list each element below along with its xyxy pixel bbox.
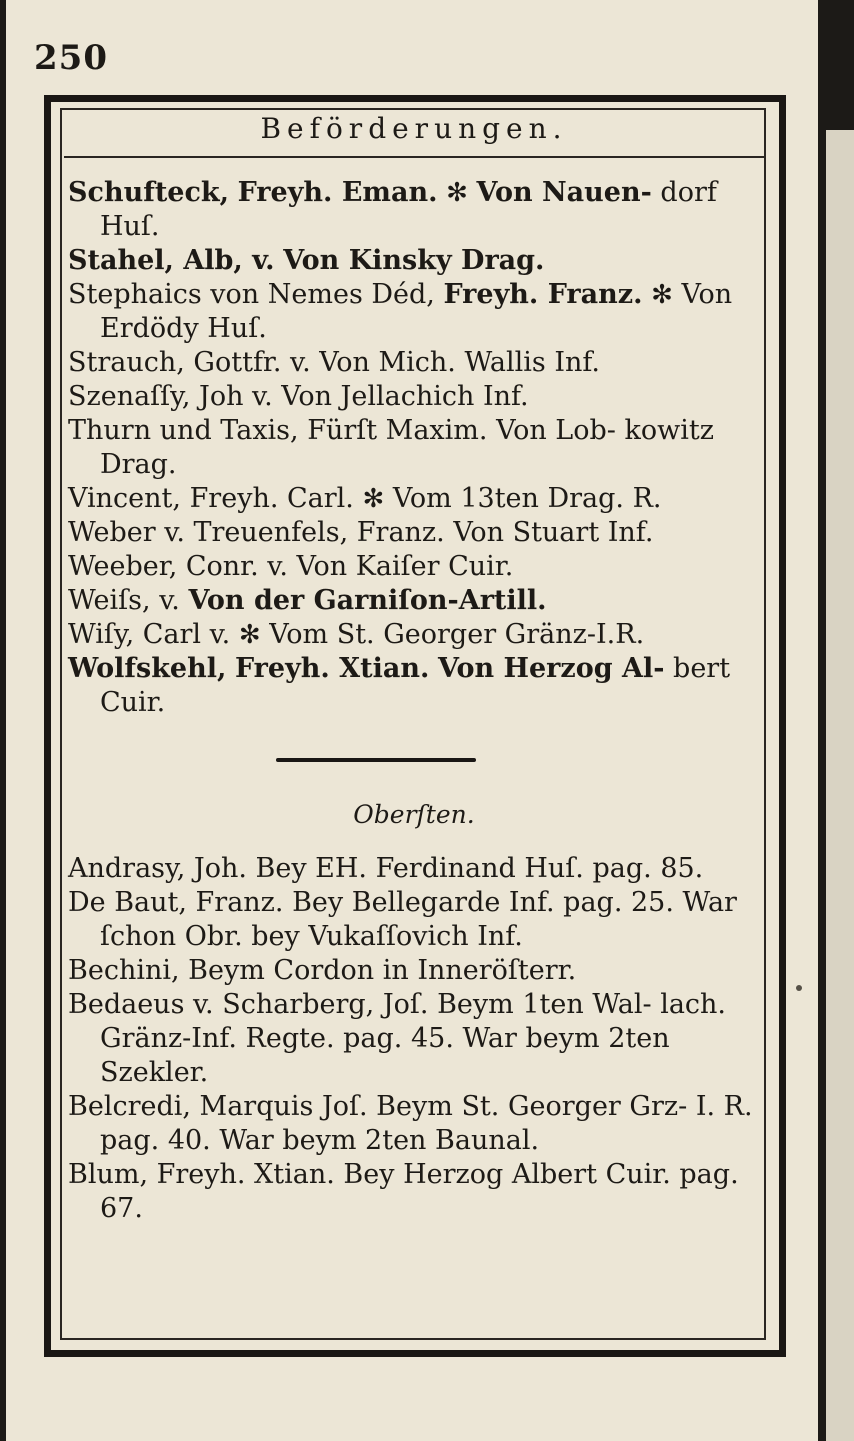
section-divider [276, 758, 476, 762]
list-item: Weber v. Treuenfels, Franz. Von Stuart Inf. [68, 517, 654, 548]
list-item: Thurn und Taxis, Fürſt Maxim. Von Lob- kowitz Drag. [68, 415, 714, 480]
list-item: Andrasy, Joh. Bey EH. Ferdinand Huſ. pag. 85. [68, 853, 704, 884]
list-item: Weeber, Conr. v. Von Kaiſer Cuir. [68, 551, 514, 582]
list-item: Blum, Freyh. Xtian. Bey Herzog Albert Cuir. pag. 67. [68, 1159, 739, 1224]
list-item: Stephaics von Nemes Déd, Freyh. Franz. ✻ Von Erdödy Huſ. [68, 279, 733, 344]
list-item: Szenaſſy, Joh v. Von Jellachich Inf. [68, 381, 529, 412]
subsection-heading: Oberſten. [353, 800, 475, 829]
paper-speck [796, 985, 802, 991]
list-item: Vincent, Freyh. Carl. ✻ Vom 13ten Drag. R. [68, 483, 662, 514]
list-item: Weiſs, v. Von der Garniſon-Artill. [68, 585, 547, 616]
list-item: Belcredi, Marquis Joſ. Beym St. Georger Grz- I. R. pag. 40. War beym 2ten Baunal. [68, 1091, 753, 1156]
promotions-list [68, 176, 762, 720]
star-icon: ✻ [362, 484, 385, 514]
list-item: De Baut, Franz. Bey Bellegarde Inf. pag. 25. War ſchon Obr. bey Vukaſſovich Inf. [68, 887, 737, 952]
page-number: 250 [34, 38, 108, 78]
star-icon: ✻ [238, 620, 261, 650]
list-item: Wolfskehl, Freyh. Xtian. Von Herzog Al- bert Cuir. [68, 653, 731, 718]
section-heading: Beförderungen. [260, 112, 568, 145]
list-item: Stahel, Alb, v. Von Kinsky Drag. [68, 245, 545, 276]
list-item: Wiſy, Carl v. ✻ Vom St. Georger Gränz-I.R. [68, 619, 645, 650]
next-page-edge [826, 130, 854, 1441]
heading-rule [64, 156, 764, 158]
list-item: Bechini, Beym Cordon in Inneröſterr. [68, 955, 577, 986]
page-gutter [818, 0, 826, 1441]
star-icon: ✻ [446, 178, 468, 208]
colonels-list [68, 852, 762, 1226]
list-item: Schufteck, Freyh. Eman. ✻ Von Nauen- dorf Huſ. [68, 177, 717, 242]
book-page [6, 0, 818, 1441]
list-item: Strauch, Gottfr. v. Von Mich. Wallis Inf. [68, 347, 600, 378]
list-item: Bedaeus v. Scharberg, Joſ. Beym 1ten Wal- lach. Gränz-Inf. Regte. pag. 45. War beym 2ten Szekler. [68, 989, 727, 1088]
star-icon: ✻ [651, 280, 673, 310]
